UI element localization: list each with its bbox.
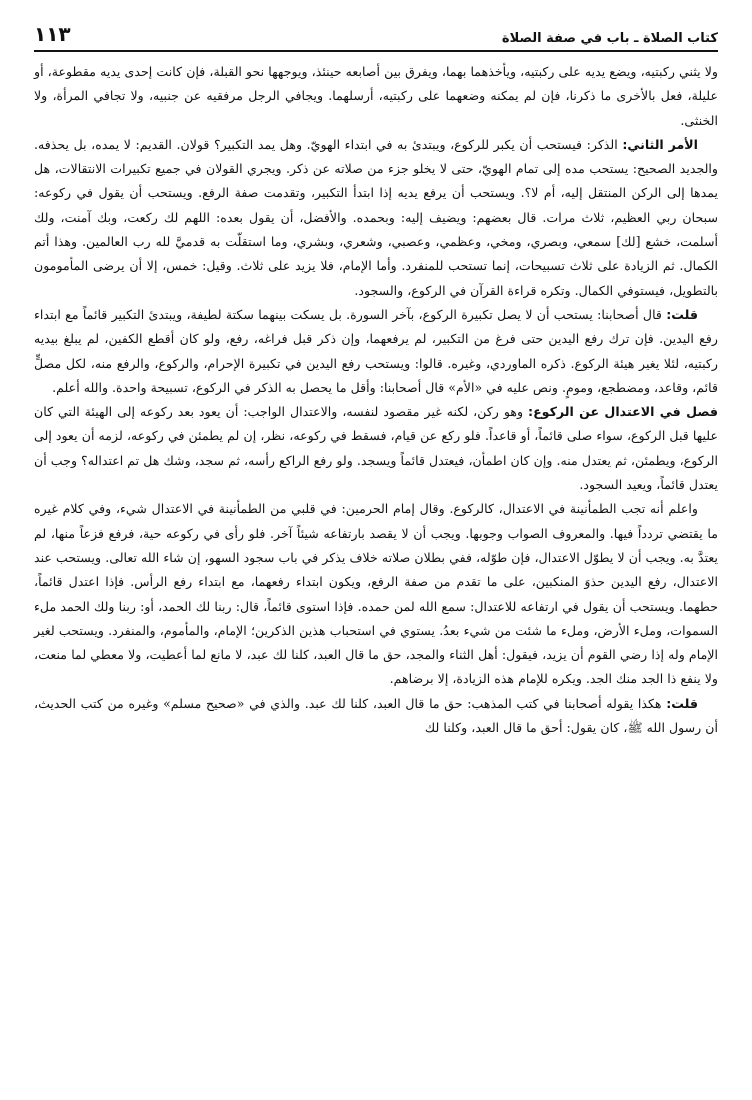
paragraph-text: ولا يثني ركبتيه، ويضع يديه على ركبتيه، ويأخذهما بهما، ويفرق بين أصابعه حينئذ، ويوجهها نحو القبلة، فإن كانت إحدى يديه مقطوعة، أو عليلة، فعل بالأخرى ما ذكرنا، فإن لم يمكنه وضعهما على ركبتيه، أرسلهما. ويجافي الرجل مرفقيه عن جنبيه، ولا تجافي المرأة، ولا الخنثى. <box>34 64 718 128</box>
paragraph-heading: قلت: <box>666 306 698 322</box>
paragraph <box>34 133 718 303</box>
paragraph <box>34 692 718 741</box>
running-title: كتاب الصلاة ـ باب في صفة الصلاة <box>501 31 718 46</box>
paragraph-text: الذكر: فيستحب أن يكبر للركوع، ويبتدئ به في ابتداء الهويّ. وهل يمد التكبير؟ قولان. القديم: لا يمده، بل يحذفه. والجديد الصحيح: يستحب مده إلى تمام الهويّ، حتى لا يخلو جزء من صلاته عن ذكر. ويجري القولان في جميع تكبيرات الانتقالات، هل يمدها إلى الركن المنتقل إليه، أم لا؟. ويستحب أن يرفع يديه إذا ابتدأ التكبير، وتقدمت صفة الرفع. ويستحب أن يقول في ركوعه: سبحان ربي العظيم، ثلاث مرات. قال بعضهم: ويضيف إليه: وبحمده. والأفضل، أن يقول بعده: اللهم لك ركعت، وبك آمنت، ولك أسلمت، خشع [لك] سمعي، وبصري، ومخي، وعظمي، وعصبي، وشعري، وبشري، وما استقلّت به قدميَّ لله رب العالمين. وهذا أتم الكمال. ثم الزيادة على ثلاث تسبيحات، إنما تستحب للمنفرد. وأما الإمام، فلا يزيد على ثلاث. وقيل: خمس، إلا أن يرضى المأمومون بالتطويل، فيستوفي الكمال. وتكره قراءة القرآن في الركوع، والسجود. <box>34 136 718 298</box>
paragraph-text: هكذا يقوله أصحابنا في كتب المذهب: حق ما قال العبد، كلنا لك عبد. والذي في «صحيح مسلم» وغيره من كتب الحديث، أن رسول الله ﷺ، كان يقول: أحق ما قال العبد، وكلنا لك <box>34 695 718 736</box>
paragraph-heading: قلت: <box>666 695 698 711</box>
body-text <box>34 60 718 740</box>
paragraph <box>34 303 718 400</box>
paragraph-text: قال أصحابنا: يستحب أن لا يصل تكبيرة الركوع، بآخر السورة. بل يسكت بينهما سكتة لطيفة، ويبتدئ التكبير قائماً مع ابتداء رفع اليدين. فإن ترك رفع اليدين حتى فرغ من التكبير، لم يرفعهما، وإن ذكر قبل فراغه، رفع، ولو كان أقطع الكفين، لم يبلغ بيديه ركبتيه، لئلا يغير هيئة الركوع. ذكره الماوردي، وغيره. قالوا: ويستحب رفع اليدين في تكبيرة الإحرام، والركوع، والرفع منه، لكل مصلٍّ قائم، وقاعد، ومضطجع، ومومٍ. ونص عليه في «الأم» قال أصحابنا: وأقل ما يحصل به الذكر في الركوع، تسبيحة واحدة. والله أعلم. <box>34 306 718 395</box>
page-header <box>34 16 718 52</box>
paragraph-text: واعلم أنه تجب الطمأنينة في الاعتدال، كالركوع. وقال إمام الحرمين: في قلبي من الطمأنينة في الاعتدال شيء، وفي كلام غيره ما يقتضي تردداً فيها. والمعروف الصواب وجوبها. ويجب أن لا يقصد بارتفاعه شيئاً آخر. فلو رأى في ركوعه حية، فرفع فزعاً منها، لم يعتدَّ به. ويجب أن لا يطوّل الاعتدال، فإن طوّله، ففي بطلان صلاته خلاف يذكر في باب سجود السهو، إن شاء الله تعالى. ويستحب عند الاعتدال، رفع اليدين حذوَ المنكبين، على ما تقدم من صفة الرفع، ويكون ابتداء رفعهما، مع ابتداء رفع الرأس. فإذا اعتدل قائماً، حطهما. ويستحب أن يقول في ارتفاعه للاعتدال: سمع الله لمن حمده. فإذا استوى قائماً، قال: ربنا لك الحمد، أو: ربنا ولك الحمد ملء السموات، وملء الأرض، وملء ما شئت من شيء بعدُ. يستوي في استحباب هذين الذكرين؛ الإمام، والمأموم، والمنفرد. ويستحب لغير الإمام وله إذا رضي القوم أن يزيد، فيقول: أهل الثناء والمجد، حق ما قال العبد، كلنا لك عبد، لا مانع لما أعطيت، ولا معطي لما منعت، ولا ينفع ذا الجد منك الجد. ويكره للإمام هذه الزيادة، إلا برضاهم. <box>34 501 718 687</box>
page-number: ١١٣ <box>34 22 71 46</box>
paragraph <box>34 400 718 497</box>
paragraph <box>34 497 718 691</box>
paragraph-heading: الأمر الثاني: <box>622 136 698 152</box>
paragraph <box>34 60 718 133</box>
section-heading: فصل في الاعتدال عن الركوع: <box>528 404 718 420</box>
paragraph-text: وهو ركن، لكنه غير مقصود لنفسه، والاعتدال الواجب: أن يعود بعد ركوعه إلى الهيئة التي كان عليها قبل الركوع، سواء صلى قائماً، أو قاعداً. فلو ركع عن قيام، فسقط في ركوعه، نظر، إن لم يطمئن في ركوعه، لزمه أن يعود إلى الركوع، ويطمئن، ثم يعتدل منه. وإن كان اطمأن، فيعتدل قائماً ويسجد. ولو رفع الراكع رأسه، ثم سجد، وشك هل تم اعتداله؟ وجب أن يعتدل قائماً، ويعيد السجود. <box>34 404 718 493</box>
